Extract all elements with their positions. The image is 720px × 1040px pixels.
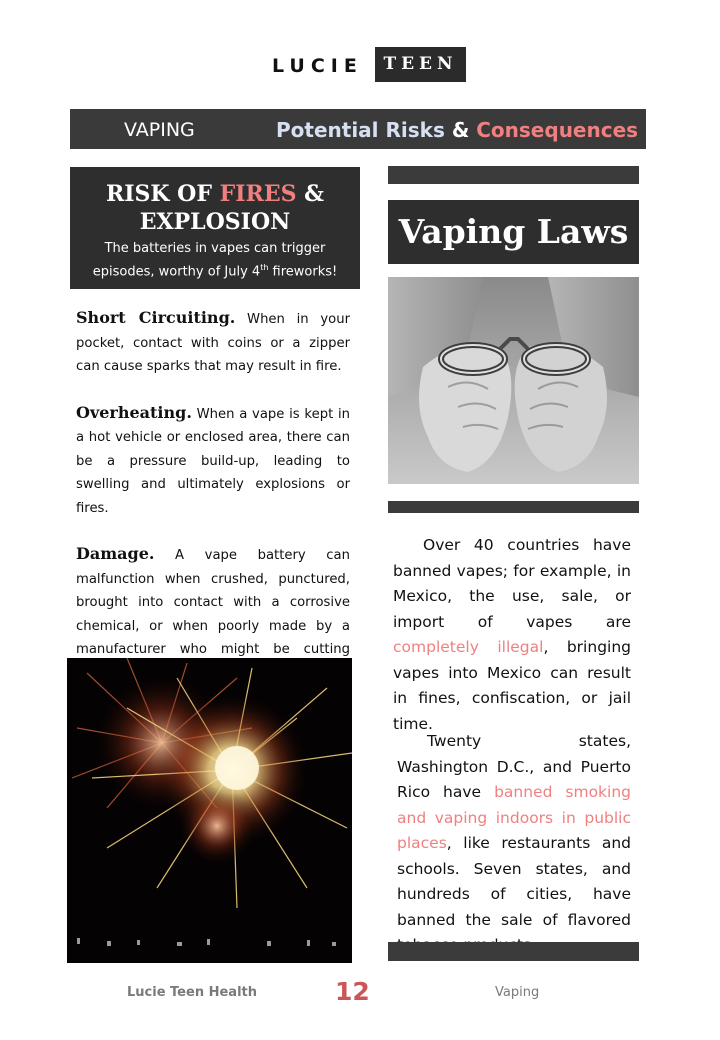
footer-publication: Lucie Teen Health xyxy=(127,985,257,1000)
left-column-text xyxy=(76,306,350,707)
masthead-lucie: LUCIE xyxy=(272,55,363,77)
risk-subtitle-after: fireworks! xyxy=(268,264,338,280)
handcuffs-image xyxy=(388,277,639,484)
risk-title-fires: FIRES xyxy=(219,181,297,207)
term-heading: Damage. xyxy=(76,544,155,563)
paragraph-text: When a vape is kept in a hot vehicle or enclosed area, there can be a pressure build-up, leading to swelling and ultimately explosions or fires. xyxy=(76,406,350,516)
laws-title: Vaping Laws xyxy=(388,200,639,264)
handcuffs-illustration xyxy=(388,277,639,484)
page-number: 12 xyxy=(335,977,370,1006)
risk-title xyxy=(70,180,360,236)
fireworks-illustration xyxy=(67,658,352,963)
risk-subtitle-before: The batteries in vapes can trigger episodes, worthy of July 4 xyxy=(92,241,326,280)
term-heading: Overheating. xyxy=(76,402,192,422)
laws-p1-before: Over 40 countries have banned vapes; for example, in Mexico, the use, sale, or import of vapes are xyxy=(393,536,631,631)
paragraph-short-circuiting xyxy=(76,306,350,379)
masthead xyxy=(0,47,720,83)
divider-bar-middle xyxy=(388,501,639,513)
masthead-teen: TEEN xyxy=(375,47,466,82)
risk-subtitle-sup: th xyxy=(260,263,269,272)
term-heading: Short Circuiting. xyxy=(76,308,236,327)
risk-subtitle xyxy=(70,239,360,281)
section-header-bar xyxy=(70,109,646,149)
risk-title-part1: RISK OF xyxy=(105,181,212,207)
section-title-amp: & xyxy=(451,118,470,142)
laws-paragraph-2 xyxy=(397,729,631,959)
laws-p1-after: , bringing vapes into Mexico can result in fines, confiscation, or jail time. xyxy=(393,638,631,733)
section-name: VAPING xyxy=(124,119,195,141)
laws-p1-highlight: completely illegal xyxy=(393,638,544,656)
section-title-part1: Potential Risks xyxy=(276,118,445,142)
footer-section: Vaping xyxy=(495,985,540,1000)
paragraph-overheating xyxy=(76,401,350,521)
risk-title-part2: & EXPLOSION xyxy=(139,181,325,235)
risk-callout-box xyxy=(70,167,360,289)
section-title xyxy=(276,118,638,142)
paragraph-text: When in your pocket, contact with coins or a zipper can cause sparks that may result in fire. xyxy=(76,312,350,374)
divider-bar-bottom xyxy=(388,942,639,961)
laws-p2-after: , like restaurants and schools. Seven states, and hundreds of cities, have banned the sale of flavored xyxy=(397,834,631,929)
paragraph-text: A vape battery can malfunction when crushed, punctured, brought into contact with a corrosive chemical, or when poorly made by a manufacturer who might be cutting xyxy=(76,548,350,657)
laws-p2-highlight: banned smoking and vaping indoors in public places xyxy=(397,783,631,852)
section-title-part2: Consequences xyxy=(476,118,639,142)
fireworks-image xyxy=(67,658,352,963)
laws-p2-before: Twenty states, Washington D.C., and Puerto Rico have xyxy=(397,732,631,801)
divider-bar-top xyxy=(388,166,639,184)
laws-paragraph-1 xyxy=(393,533,631,737)
